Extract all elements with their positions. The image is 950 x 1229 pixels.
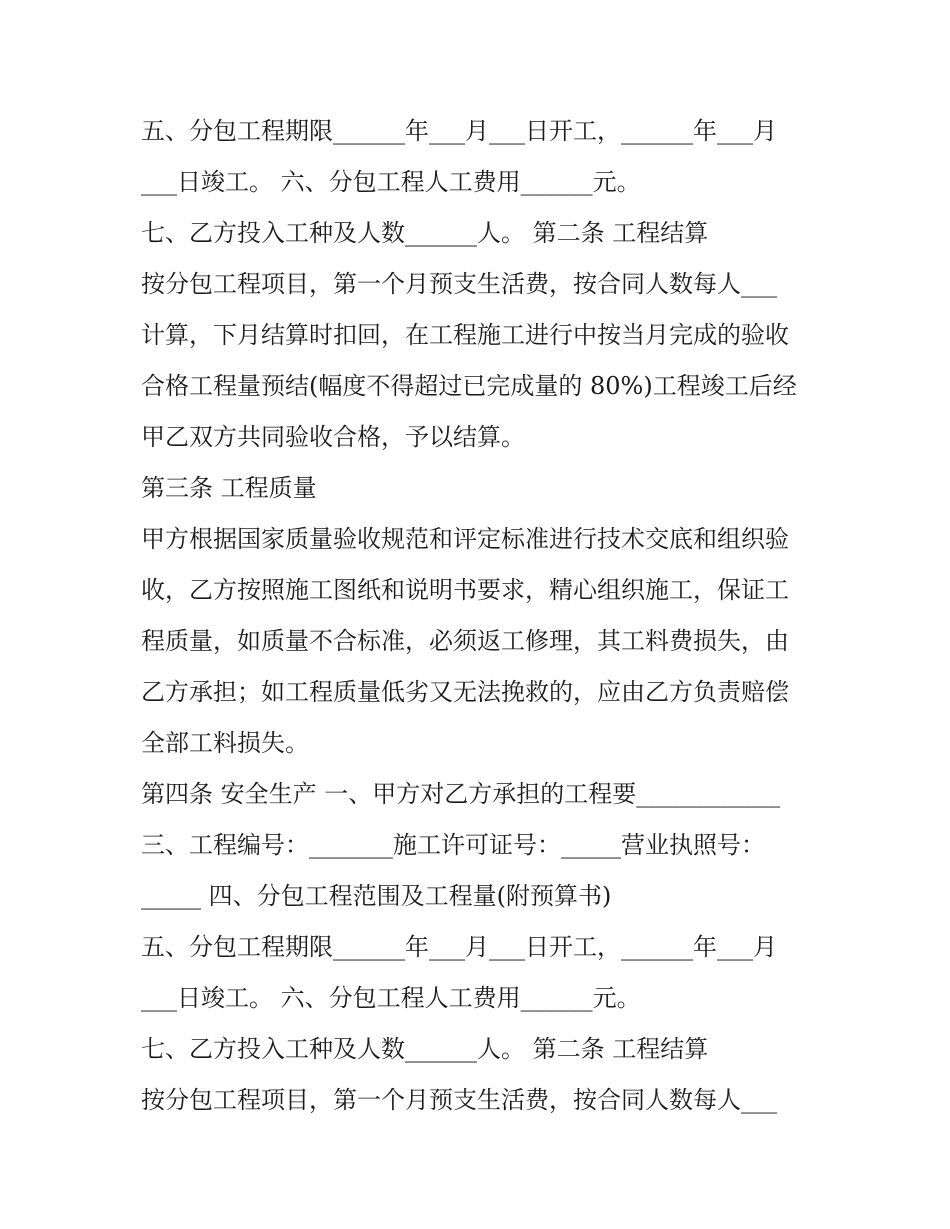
text-line: 合格工程量预结(幅度不得超过已完成量的 80%)工程竣工后经: [141, 372, 797, 400]
text-line: 全部工料损失。: [141, 729, 309, 757]
text-line: 第四条 安全生产 一、甲方对乙方承担的工程要____________: [141, 780, 781, 808]
text-line: ___日竣工。 六、分包工程人工费用______元。: [141, 168, 641, 196]
section-heading: 第三条 工程质量: [141, 474, 317, 502]
text-line: 七、乙方投入工种及人数______人。 第二条 工程结算: [141, 1035, 709, 1063]
text-line: 甲乙双方共同验收合格，予以结算。: [141, 423, 525, 451]
text-line: 程质量，如质量不合标准，必须返工修理，其工料费损失，由: [141, 627, 789, 655]
text-line: ___日竣工。 六、分包工程人工费用______元。: [141, 984, 641, 1012]
text-line: _____ 四、分包工程范围及工程量(附预算书): [141, 882, 612, 910]
text-line: 甲方根据国家质量验收规范和评定标准进行技术交底和组织验: [141, 525, 789, 553]
text-line: 三、工程编号：_______施工许可证号：_____营业执照号：: [141, 831, 765, 859]
text-line: 七、乙方投入工种及人数______人。 第二条 工程结算: [141, 219, 709, 247]
text-line: 计算，下月结算时扣回，在工程施工进行中按当月完成的验收: [141, 321, 789, 349]
text-line: 按分包工程项目，第一个月预支生活费，按合同人数每人___: [141, 270, 777, 298]
text-line: 乙方承担；如工程质量低劣又无法挽救的，应由乙方负责赔偿: [141, 678, 789, 706]
contract-body-text: [141, 106, 821, 1126]
text-line: 五、分包工程期限______年___月___日开工，______年___月: [141, 933, 777, 961]
text-line: 按分包工程项目，第一个月预支生活费，按合同人数每人___: [141, 1086, 777, 1114]
text-line: 收，乙方按照施工图纸和说明书要求，精心组织施工，保证工: [141, 576, 789, 604]
text-line: 五、分包工程期限______年___月___日开工，______年___月: [141, 117, 777, 145]
